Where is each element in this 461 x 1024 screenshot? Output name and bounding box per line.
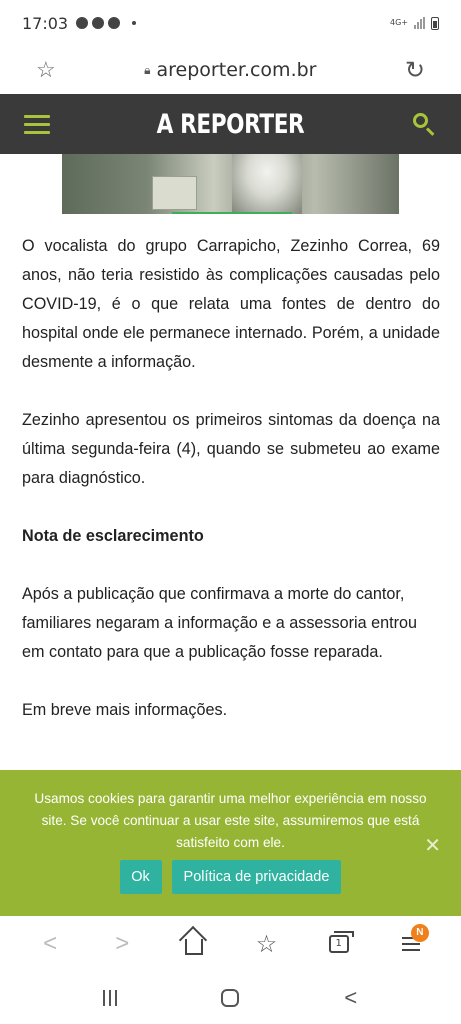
article-paragraph: O vocalista do grupo Carrapicho, Zezinho Correa, 69 anos, não teria resistido às complicações causadas pelo COVID-19, é o que relata uma fontes de dentro do hospital onde ele permanece internado. Porém, a unidade desmente a informação. xyxy=(22,237,440,371)
bookmarks-icon[interactable]: ☆ xyxy=(255,930,278,958)
facebook-icon xyxy=(92,17,104,29)
close-icon[interactable]: ✕ xyxy=(424,835,441,857)
cookie-banner xyxy=(0,770,461,916)
status-bar xyxy=(0,0,461,46)
tabs-button[interactable] xyxy=(319,924,359,964)
search-icon[interactable] xyxy=(411,111,437,137)
lock-icon: 🔒︎ xyxy=(144,62,151,77)
image-sign xyxy=(152,176,197,210)
bookmark-star-icon[interactable]: ☆ xyxy=(36,57,56,82)
network-type: 4G+ xyxy=(390,18,408,27)
forward-icon[interactable]: > xyxy=(115,930,130,957)
url-bar xyxy=(0,46,461,94)
soccer-ball-icon xyxy=(76,17,88,29)
tabs-count: 1 xyxy=(329,935,349,953)
cookie-buttons xyxy=(0,860,461,894)
image-person xyxy=(232,154,302,214)
reload-icon[interactable]: ↻ xyxy=(404,56,425,84)
notification-icons xyxy=(76,17,136,29)
privacy-policy-button[interactable]: Política de privacidade xyxy=(172,860,342,894)
article-body xyxy=(22,232,440,754)
image-accent-line xyxy=(172,212,292,214)
home-icon[interactable] xyxy=(174,924,214,964)
soccer-ball-icon xyxy=(108,17,120,29)
cookie-text: Usamos cookies para garantir uma melhor experiência em nosso site. Se você continuar a usar este site, assumiremos que está satisfeito com ele. xyxy=(34,791,427,850)
status-time: 17:03 xyxy=(22,13,69,33)
status-right xyxy=(390,17,439,30)
system-nav xyxy=(0,972,461,1024)
article-paragraph: Após a publicação que confirmava a morte do cantor, familiares negaram a informação e a assessoria entrou em contato para que a publicação fosse reparada. xyxy=(22,585,417,661)
battery-icon xyxy=(431,17,439,30)
site-header xyxy=(0,94,461,154)
article-paragraph: Zezinho apresentou os primeiros sintomas da doença na última segunda-feira (4), quando se submeteu ao exame para diagnóstico. xyxy=(22,411,440,487)
back-icon[interactable]: < xyxy=(43,930,58,957)
menu-badge: N xyxy=(411,924,429,942)
address-field[interactable] xyxy=(56,59,405,81)
site-logo[interactable]: A REPORTER xyxy=(156,108,305,140)
recent-apps-icon[interactable] xyxy=(90,978,130,1018)
cookie-ok-button[interactable]: Ok xyxy=(120,860,162,894)
article-image xyxy=(62,154,399,214)
more-notifications-icon xyxy=(132,21,136,25)
article-paragraph: Em breve mais informações. xyxy=(22,701,228,719)
url-text: areporter.com.br xyxy=(156,59,317,81)
menu-icon[interactable] xyxy=(24,115,50,134)
system-back-icon[interactable]: < xyxy=(344,985,358,1010)
browser-menu-icon[interactable] xyxy=(391,924,431,964)
browser-bottom-nav xyxy=(0,916,461,972)
article-subheading: Nota de esclarecimento xyxy=(22,527,204,545)
system-home-icon[interactable] xyxy=(210,978,250,1018)
signal-icon xyxy=(414,17,425,29)
